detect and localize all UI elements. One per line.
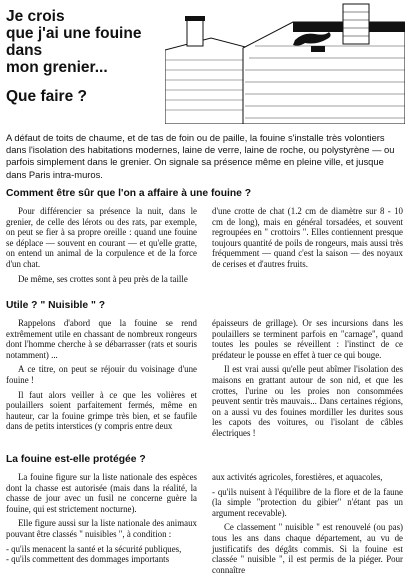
section-right-column (212, 206, 403, 274)
list-item: - qu'ils nuisent à l'équilibre de la flore et de la faune (la simple "protection du gibier" n'étant pas un argument recevable). (212, 486, 403, 518)
paragraph: A ce titre, on peut se réjouir du voisinage d'une fouine ! (6, 364, 197, 385)
list-item: - qu'ils commettent des dommages importants (6, 554, 170, 565)
section-heading: Comment être sûr que l'on a affaire à une fouine ? (6, 188, 252, 199)
title-line: que j'ai une fouine (6, 25, 142, 42)
section-right-column (212, 318, 403, 443)
list-item: aux activités agricoles, forestières, et aquacoles, (212, 472, 383, 482)
section-left-column (6, 318, 197, 436)
title-question: Que faire ? (6, 88, 87, 105)
page-title (6, 8, 156, 105)
title-line: dans (6, 42, 43, 59)
title-line: Je crois (6, 8, 65, 25)
section-right-column (212, 472, 403, 579)
list-item: - qu'ils menacent la santé et la sécurité publiques, (6, 543, 182, 554)
intro-paragraph: A défaut de toits de chaume, et de tas de foin ou de paille, la fouine s'installe très volontiers dans l'isolation des habitations modernes, laine de verre, laine de roche, ou polystyrène — ou parfois simplement dans le grenier. On signale sa présence même en pleine ville, et jusque dans Paris intra-muros. (6, 132, 395, 180)
paragraph: Elle figure aussi sur la liste nationale des animaux pouvant être classés " nuisibles ", à condition : (6, 518, 197, 539)
paragraph: La fouine figure sur la liste nationale des espèces dont la chasse est autorisée (mais dans la réalité, la chasse de jour avec un fusil ne concerne guère la fouine, qui est strictement nocturne). (6, 472, 197, 514)
section-heading: Utile ? " Nuisible " ? (6, 300, 106, 311)
paragraph: De même, ses crottes sont à peu près de la taille (18, 273, 188, 284)
section-left-column (6, 206, 197, 288)
paragraph: Il faut alors veiller à ce que les volières et poulaillers soient parfaitement fermés, même en hauteur, car la fouine grimpe très bien, et se faufile dans de petits interstices (y compris entre deux (6, 389, 197, 432)
paragraph: Rappelons d'abord que la fouine se rend extrêmement utile en chassant de nombreux rongeurs dont l'homme cherche à se débarrasser (rats et souris notamment) ... (6, 318, 197, 360)
section-heading: La fouine est-elle protégée ? (6, 454, 146, 465)
paragraph: d'une crotte de chat (1.2 cm de diamètre sur 8 - 10 cm de long), mais en général torsadées, et souvent regroupées en " crottoirs ". Elles contiennent presque toujours quantité de poils de rongeurs, mais aussi très fréquemment — quand c'est la saison — des noyaux de cerises et d'autres fruits. (212, 206, 403, 269)
paragraph: épaisseurs de grillage). Or ses incursions dans les poulaillers se terminent parfois en "carnage", quand toutes les poules se réveillent : l'instinct de ce prédateur le pousse en effet à tuer ce qui bouge. (212, 318, 403, 360)
paragraph: Pour différencier sa présence la nuit, dans le grenier, de celle des lérots ou des rats, par exemple, on peut se fier à sa propre oreille : quand une fouine se déplace — souvent en courant — et qu'elle gratte, on entend un animal de la corpulence et de la force d'un chat. (6, 206, 197, 269)
rooftop-illustration (165, 2, 405, 124)
section-left-column (6, 472, 197, 565)
paragraph: Ce classement " nuisible " est renouvelé (ou pas) tous les ans dans chaque département, au vu de justificatifs des dégâts commis. Si la fouine est classée " nuisible ", il est permis de la piéger. Pour connaître (212, 522, 403, 575)
title-line: mon grenier... (6, 59, 108, 76)
paragraph: Il est vrai aussi qu'elle peut abîmer l'isolation des maisons en grattant autour de son nid, et que les crottes, l'urine ou les proies non consommées peuvent sentir très mauvais... Dans certaines régions, on a aussi vu des fouines mordiller les durites sous les capots des voitures, ou l'isolant de câbles électriques ! (212, 364, 403, 438)
